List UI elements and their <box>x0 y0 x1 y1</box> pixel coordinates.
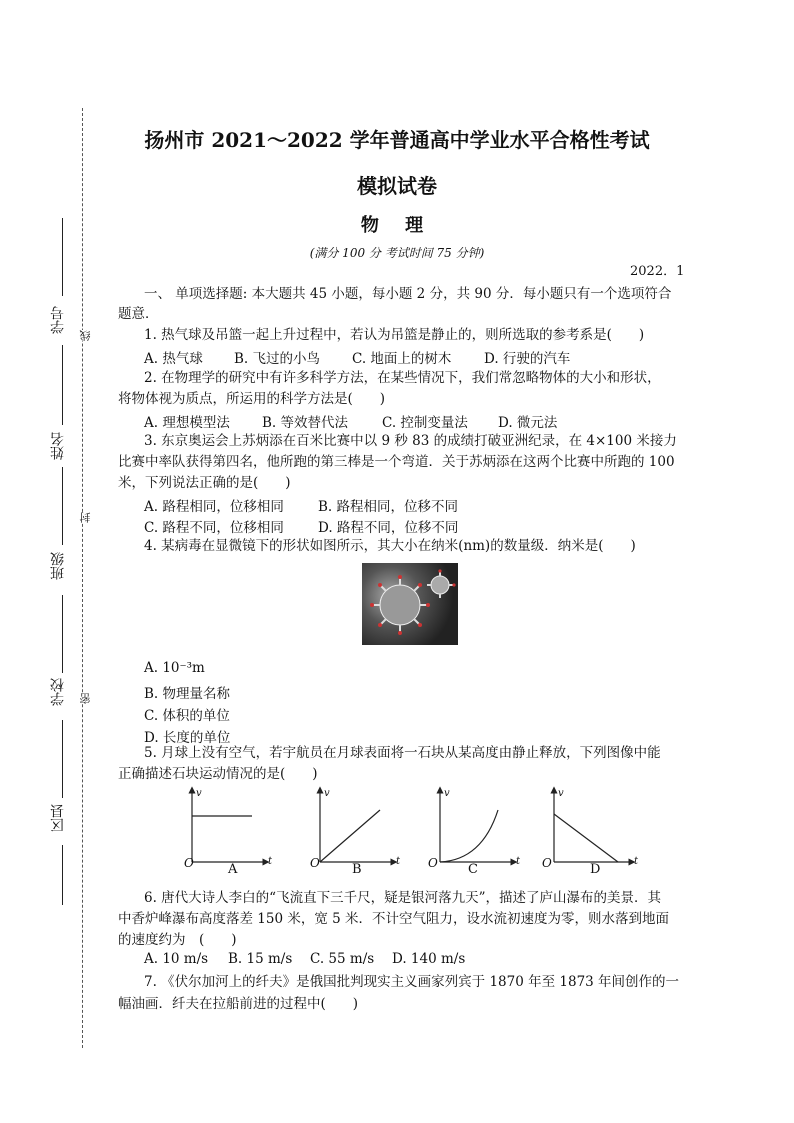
graph-b-v: v <box>324 788 330 799</box>
q6-stem-1: 6. 唐代大诗人李白的“飞流直下三千尺，疑是银河落九天”，描述了庐山瀑布的美景．其 <box>144 890 661 906</box>
q4-option-a: A. 10⁻³m <box>144 660 205 676</box>
school-label: 学校 <box>50 678 66 706</box>
graph-b-o: O <box>310 856 320 870</box>
section1-heading-cont: 题意． <box>118 306 159 322</box>
graph-c-t: t <box>516 856 521 867</box>
virus-illustration <box>362 563 458 645</box>
seal-char-xian: 线 <box>79 330 92 341</box>
q4-option-d: D. 长度的单位 <box>144 730 231 746</box>
graph-a-t: t <box>268 856 273 867</box>
q6-option-a: A. 10 m/s <box>144 951 209 967</box>
district-underline <box>62 720 63 798</box>
graph-d-v: v <box>558 788 564 799</box>
q4-option-b: B. 物理量名称 <box>144 686 231 702</box>
q7-stem-1: 7. 《伏尔加河上的纤夫》是俄国批判现实主义画家列宾于 1870 年至 1873 年间创作的一 <box>144 974 680 990</box>
q6-option-d: D. 140 m/s <box>392 951 466 967</box>
q2-option-b: B. 等效替代法 <box>262 415 349 431</box>
q1-stem: 1. 热气球及吊篮一起上升过程中，若认为吊篮是静止的，则所选取的参考系是( ) <box>144 327 645 343</box>
q3-stem-1: 3. 东京奥运会上苏炳添在百米比赛中以 9 秒 83 的成绩打破亚洲纪录，在 4×100 米接力 <box>144 433 677 449</box>
exam-subtitle: 模拟试卷 <box>357 174 437 198</box>
class-underline <box>62 467 63 545</box>
graph-a-v: v <box>196 788 202 799</box>
q4-stem: 4. 某病毒在显微镜下的形状如图所示，其大小在纳米(nm)的数量级．纳米是( ) <box>144 538 636 554</box>
q5-stem-2: 正确描述石块运动情况的是( ) <box>118 766 318 782</box>
q1-option-c: C. 地面上的树木 <box>352 351 452 367</box>
graph-d <box>554 790 632 862</box>
q2-option-c: C. 控制变量法 <box>382 415 468 431</box>
name-label: 姓名 <box>50 432 66 460</box>
seal-char-mi: 密 <box>79 693 92 704</box>
q6-stem-3: 的速度约为 ( ) <box>118 932 237 948</box>
graph-c-label: C <box>468 862 478 877</box>
graph-a <box>192 790 266 862</box>
graph-c-o: O <box>428 856 438 870</box>
section1-heading: 一、 单项选择题: 本大题共 45 小题，每小题 2 分，共 90 分．每小题只有一个选项符合 <box>144 286 672 302</box>
virus-image <box>362 563 458 645</box>
q3-option-d: D. 路程不同，位移不同 <box>318 520 459 536</box>
exam-date: 2022．1 <box>630 264 685 279</box>
graph-c <box>440 790 514 862</box>
q3-option-a: A. 路程相同，位移相同 <box>144 499 284 515</box>
student-id-label: 学号 <box>50 306 66 334</box>
class-label: 班级 <box>50 552 66 580</box>
graph-b-label: B <box>352 862 362 877</box>
district-label: 区县 <box>50 804 66 832</box>
q3-stem-2: 比赛中率队获得第四名，他所跑的第三棒是一个弯道．关于苏炳添在这两个比赛中所跑的 100 <box>118 454 675 470</box>
q3-option-c: C. 路程不同，位移相同 <box>144 520 284 536</box>
graph-d-o: O <box>542 856 552 870</box>
q5-stem-1: 5. 月球上没有空气，若宇航员在月球表面将一石块从某高度由静止释放，下列图像中能 <box>144 745 661 761</box>
q3-stem-3: 米，下列说法正确的是( ) <box>118 475 291 491</box>
graph-b-t: t <box>396 856 401 867</box>
q2-stem-1: 2. 在物理学的研究中有许多科学方法，在某些情况下，我们常忽略物体的大小和形状， <box>144 370 661 386</box>
graph-d-label: D <box>590 862 601 877</box>
graph-c-v: v <box>444 788 450 799</box>
name-underline <box>62 345 63 425</box>
bottom-underline <box>62 845 63 905</box>
graph-a-o: O <box>184 856 194 870</box>
school-underline <box>62 595 63 673</box>
q6-option-c: C. 55 m/s <box>310 951 375 967</box>
q1-option-d: D. 行驶的汽车 <box>484 351 571 367</box>
seal-char-feng: 封 <box>79 512 92 523</box>
q2-option-d: D. 微元法 <box>498 415 558 431</box>
graph-a-label: A <box>228 862 238 877</box>
q5-graphs <box>170 782 650 882</box>
graph-d-t: t <box>634 856 639 867</box>
subject-title: 物 理 <box>360 215 434 236</box>
q2-stem-2: 将物体视为质点，所运用的科学方法是( ) <box>118 391 386 407</box>
q1-option-a: A. 热气球 <box>144 351 203 367</box>
q4-option-c: C. 体积的单位 <box>144 708 230 724</box>
q6-stem-2: 中香炉峰瀑布高度落差 150 米，宽 5 米．不计空气阻力，设水流初速度为零，则水落到地面 <box>118 911 670 927</box>
q2-option-a: A. 理想模型法 <box>144 415 230 431</box>
graph-b <box>320 790 394 862</box>
q3-option-b: B. 路程相同，位移不同 <box>318 499 459 515</box>
q1-option-b: B. 飞过的小鸟 <box>234 351 321 367</box>
exam-info: (满分 100 分 考试时间 75 分钟) <box>309 246 485 260</box>
exam-title: 扬州市 2021～2022 学年普通高中学业水平合格性考试 <box>144 128 650 152</box>
q6-option-b: B. 15 m/s <box>228 951 293 967</box>
q7-stem-2: 幅油画．纤夫在拉船前进的过程中( ) <box>118 996 359 1012</box>
